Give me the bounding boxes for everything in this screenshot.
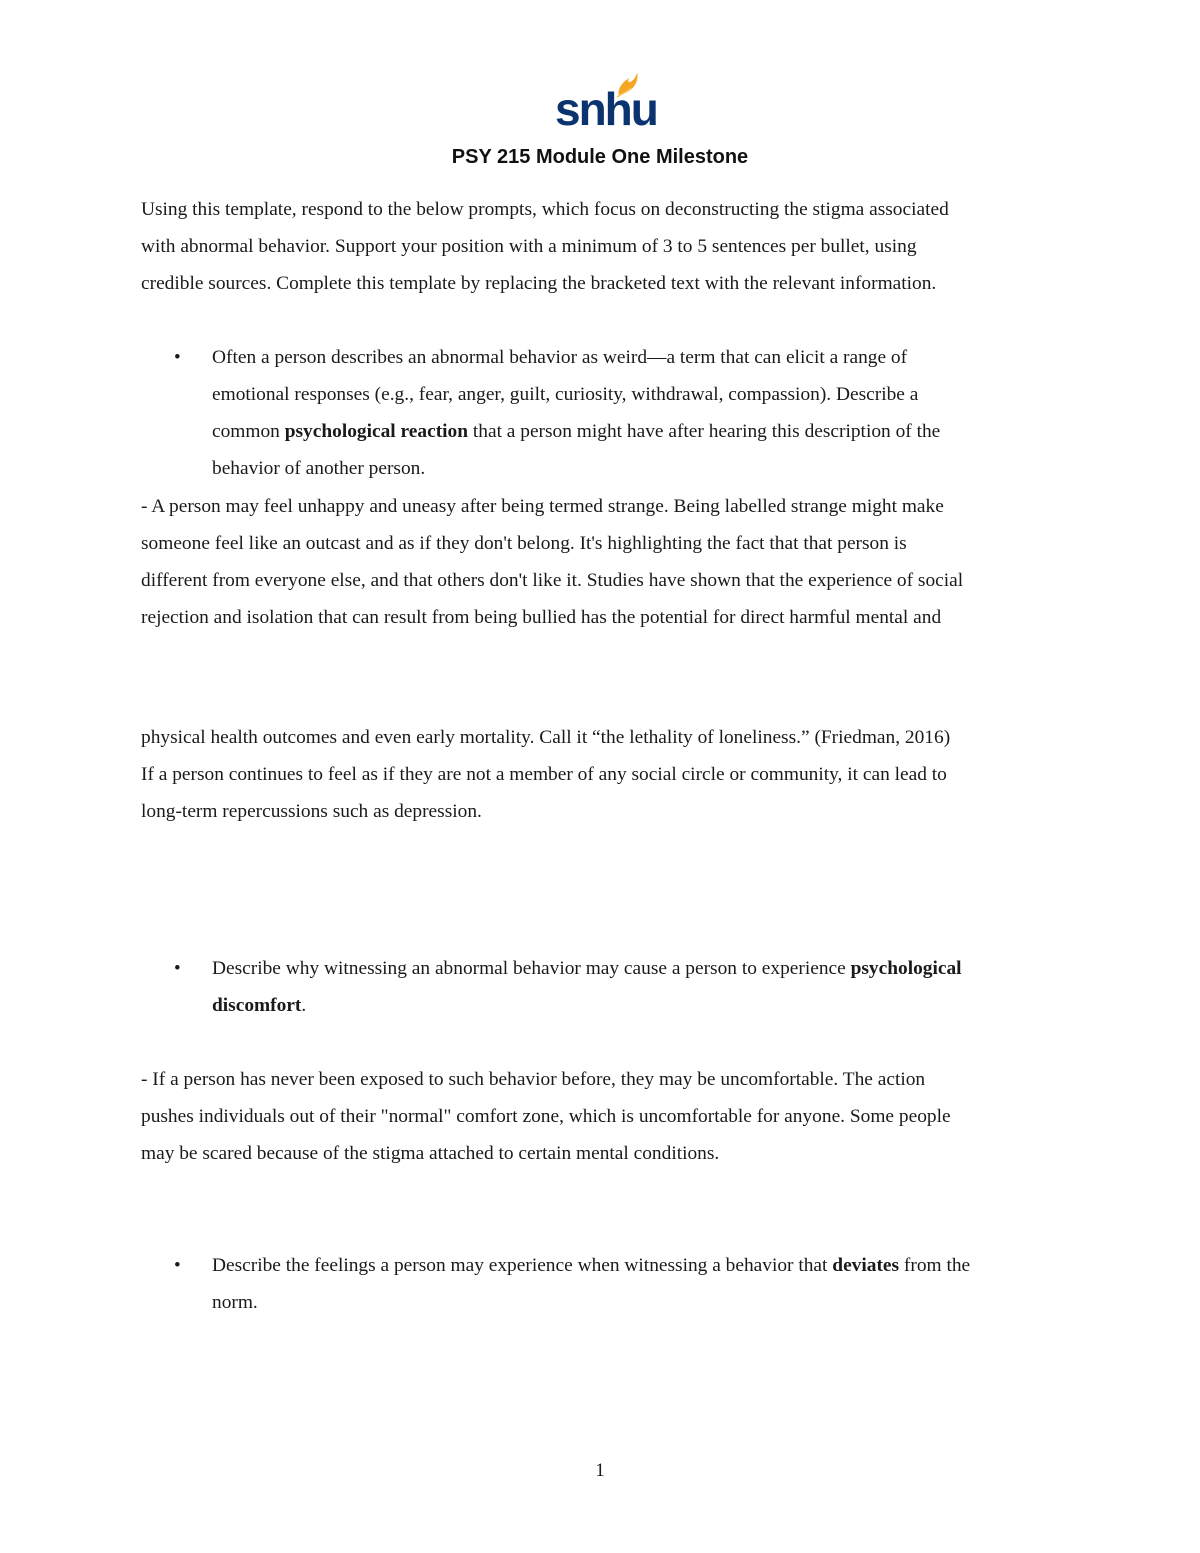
prompt-bold-term: psychological reaction bbox=[284, 421, 469, 442]
prompt-text: Describe the feelings a person may experience when witnessing a behavior that bbox=[212, 1255, 833, 1276]
prompt-line: Often a person describes an abnormal behavior as weird—a term that can elicit a range of bbox=[212, 347, 908, 368]
answer-line: someone feel like an outcast and as if they don't belong. It's highlighting the fact that that person is bbox=[141, 533, 907, 554]
prompt-bold-term: discomfort bbox=[212, 995, 302, 1016]
prompt-line bbox=[212, 957, 962, 981]
answer-line: rejection and isolation that can result from being bullied has the potential for direct harmful mental and bbox=[141, 607, 942, 628]
snhu-logo bbox=[555, 72, 657, 135]
prompt-bold-term: psychological bbox=[850, 958, 962, 979]
document-title: PSY 215 Module One Milestone bbox=[451, 146, 749, 168]
prompt-text: common bbox=[212, 421, 285, 442]
answer-line: - A person may feel unhappy and uneasy after being termed strange. Being labelled strange might make bbox=[141, 496, 944, 517]
intro-line: with abnormal behavior. Support your position with a minimum of 3 to 5 sentences per bullet, using bbox=[141, 236, 917, 257]
answer-line: long-term repercussions such as depression. bbox=[141, 801, 482, 822]
prompt-line bbox=[212, 1254, 970, 1278]
intro-line: Using this template, respond to the below prompts, which focus on deconstructing the stigma associated bbox=[141, 199, 949, 220]
prompt-text: that a person might have after hearing this description of the bbox=[468, 421, 941, 442]
logo-wordmark: snhu bbox=[555, 83, 657, 135]
prompt-line bbox=[212, 994, 306, 1018]
answer-line: pushes individuals out of their "normal" comfort zone, which is uncomfortable for anyone. Some people bbox=[141, 1106, 951, 1127]
prompt-line: norm. bbox=[212, 1292, 258, 1313]
prompt-line: emotional responses (e.g., fear, anger, guilt, curiosity, withdrawal, compassion). Describe a bbox=[212, 384, 919, 405]
answer-line: - If a person has never been exposed to such behavior before, they may be uncomfortable. The action bbox=[141, 1069, 926, 1090]
prompt-text: Describe why witnessing an abnormal behavior may cause a person to experience bbox=[212, 958, 851, 979]
prompt-text: from the bbox=[899, 1255, 971, 1276]
prompt-text: . bbox=[301, 995, 307, 1016]
answer-line: physical health outcomes and even early mortality. Call it “the lethality of loneliness.” (Friedman, 2016) bbox=[141, 727, 951, 748]
page-number: 1 bbox=[595, 1460, 605, 1481]
prompt-line: behavior of another person. bbox=[212, 458, 426, 479]
bullet-icon: • bbox=[174, 958, 181, 979]
answer-line: may be scared because of the stigma attached to certain mental conditions. bbox=[141, 1143, 720, 1164]
answer-line: If a person continues to feel as if they are not a member of any social circle or community, it can lead to bbox=[141, 764, 947, 785]
bullet-icon: • bbox=[174, 1255, 181, 1276]
answer-line: different from everyone else, and that others don't like it. Studies have shown that the experience of social bbox=[141, 570, 964, 591]
bullet-icon: • bbox=[174, 347, 181, 368]
prompt-line bbox=[212, 420, 940, 444]
intro-line: credible sources. Complete this template by replacing the bracketed text with the relevant information. bbox=[141, 273, 937, 294]
prompt-bold-term: deviates bbox=[832, 1255, 900, 1276]
